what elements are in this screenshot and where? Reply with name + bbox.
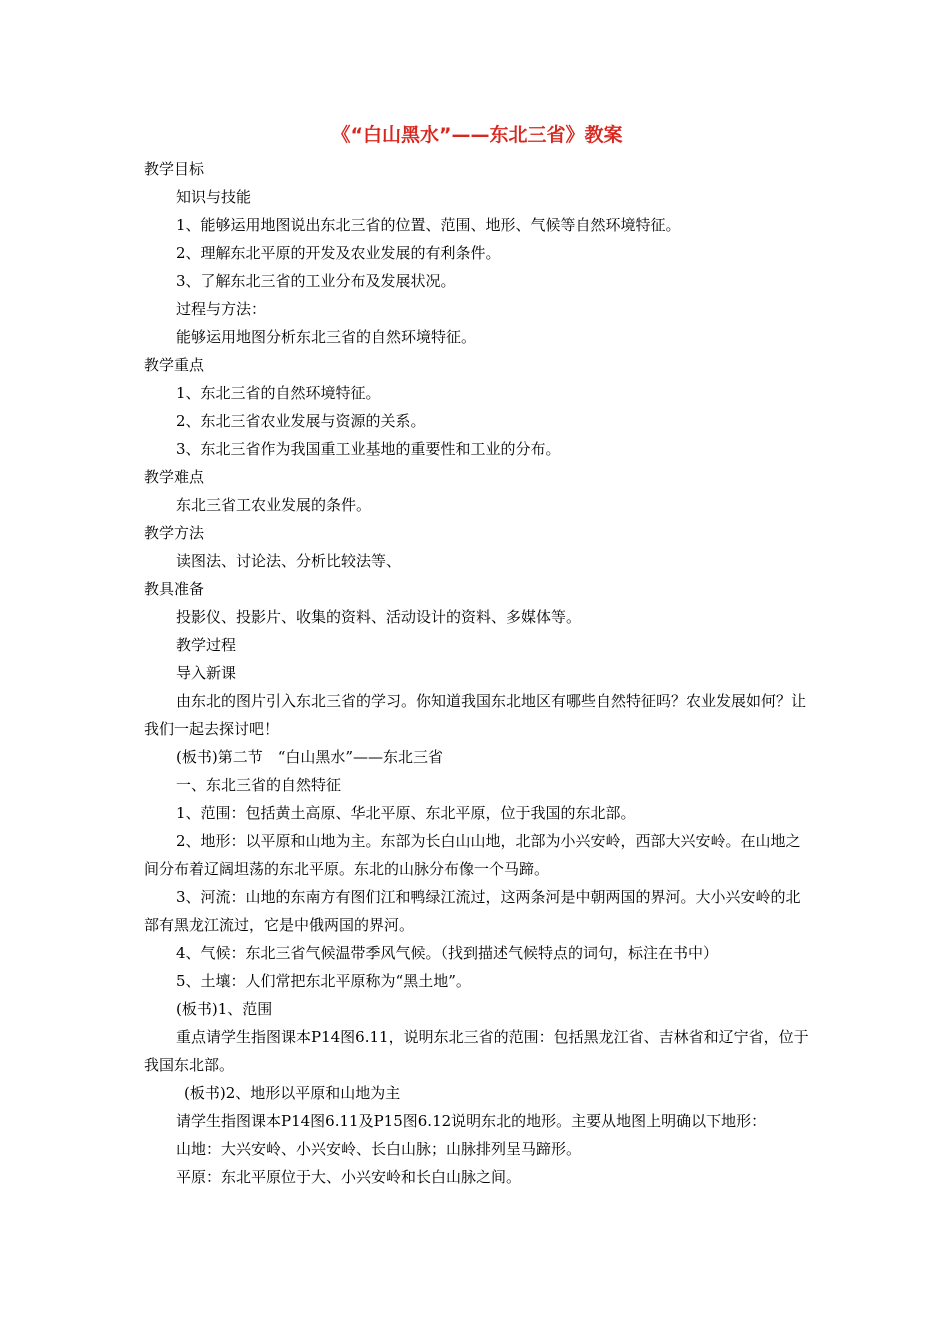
text-line: 4、气候：东北三省气候温带季风气候。（找到描述气候特点的词句，标注在书中） — [176, 944, 719, 962]
text-line: 山地：大兴安岭、小兴安岭、长白山脉；山脉排列呈马蹄形。 — [176, 1140, 582, 1158]
text-line: 2、地形：以平原和山地为主。东部为长白山山地，北部为小兴安岭，西部大兴安岭。在山地之间分布着辽阔坦荡的东北平原。东北的山脉分布像一个马蹄。 — [144, 832, 801, 878]
text-line: (板书)2、地形以平原和山地为主 — [184, 1084, 401, 1102]
text-line: 一、东北三省的自然特征 — [176, 776, 342, 794]
section-heading: 教学目标 — [144, 160, 205, 178]
text-line: 重点请学生指图课本P14图6.11，说明东北三省的范围：包括黑龙江省、吉林省和辽宁省，位于我国东北部。 — [144, 1028, 809, 1074]
text-line: 由东北的图片引入东北三省的学习。你知道我国东北地区有哪些自然特征吗？农业发展如何？让我们一起去探讨吧！ — [144, 692, 807, 738]
text-line: 请学生指图课本P14图6.11及P15图6.12说明东北的地形。主要从地图上明确以下地形： — [176, 1112, 767, 1130]
text-line: 能够运用地图分析东北三省的自然环境特征。 — [176, 328, 477, 346]
text-line: 读图法、讨论法、分析比较法等、 — [176, 552, 402, 570]
section-heading: 教学难点 — [144, 468, 205, 486]
text-line: 3、河流：山地的东南方有图们江和鸭绿江流过，这两条河是中朝两国的界河。大小兴安岭的北部有黑龙江流过，它是中俄两国的界河。 — [144, 888, 801, 934]
document-body — [144, 155, 810, 1191]
text-line: 过程与方法： — [176, 300, 267, 318]
text-line: 教学过程 — [176, 636, 237, 654]
text-line: 5、土壤：人们常把东北平原称为“黑土地”。 — [176, 972, 471, 990]
text-line: 投影仪、投影片、收集的资料、活动设计的资料、多媒体等。 — [176, 608, 582, 626]
text-line: 1、东北三省的自然环境特征。 — [176, 384, 381, 402]
text-line: 平原：东北平原位于大、小兴安岭和长白山脉之间。 — [176, 1168, 522, 1186]
text-line: 2、东北三省农业发展与资源的关系。 — [176, 412, 426, 430]
text-line: 3、了解东北三省的工业分布及发展状况。 — [176, 272, 456, 290]
text-line: 东北三省工农业发展的条件。 — [176, 496, 372, 514]
section-heading: 教学方法 — [144, 524, 205, 542]
text-line: 1、能够运用地图说出东北三省的位置、范围、地形、气候等自然环境特征。 — [176, 216, 681, 234]
text-line: 知识与技能 — [176, 188, 252, 206]
text-line: 2、理解东北平原的开发及农业发展的有利条件。 — [176, 244, 501, 262]
section-heading: 教学重点 — [144, 356, 205, 374]
section-heading: 教具准备 — [144, 580, 205, 598]
text-line: 1、范围：包括黄土高原、华北平原、东北平原，位于我国的东北部。 — [176, 804, 636, 822]
text-line: 3、东北三省作为我国重工业基地的重要性和工业的分布。 — [176, 440, 561, 458]
text-line: (板书)1、范围 — [176, 1000, 273, 1018]
text-line: 导入新课 — [176, 664, 237, 682]
document-title: 《“白山黑水”——东北三省》教案 — [331, 124, 623, 146]
text-line: (板书)第二节 “白山黑水”——东北三省 — [176, 748, 444, 766]
